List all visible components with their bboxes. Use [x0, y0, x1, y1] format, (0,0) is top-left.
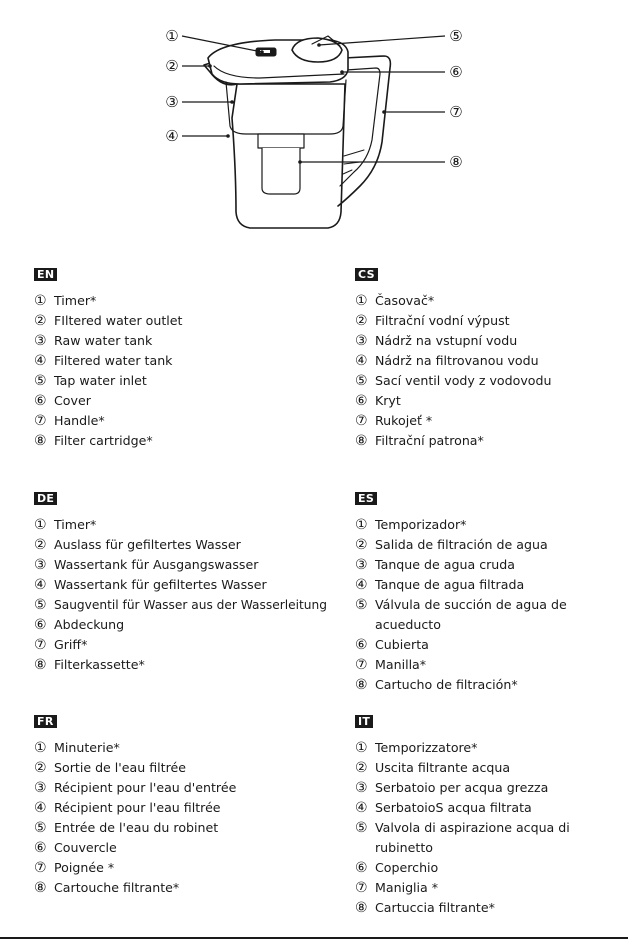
item-number: ① [355, 740, 368, 756]
item-number: ④ [34, 577, 47, 593]
item-label: Filtrační vodní výpust [375, 313, 510, 328]
item-label: Nádrž na filtrovanou vodu [375, 353, 539, 368]
item-number: ⑧ [355, 900, 368, 916]
item-label: Manilla* [375, 657, 427, 672]
item-label: Timer* [54, 293, 97, 308]
callout-5: ⑤ [449, 27, 463, 45]
parts-list-it [355, 738, 587, 918]
item-number: ④ [355, 577, 368, 593]
list-item [355, 738, 587, 758]
list-item [355, 675, 587, 695]
language-badge-en: EN [34, 268, 57, 281]
list-item [355, 635, 587, 655]
item-label: Serbatoio per acqua grezza [375, 780, 549, 795]
item-label: Tap water inlet [54, 373, 147, 388]
callout-1: ① [165, 27, 179, 45]
list-item [34, 635, 327, 655]
item-label: Válvula de succión de agua de acueducto [375, 597, 567, 632]
item-label: Wassertank für Ausgangswasser [54, 557, 259, 572]
language-badge-it: IT [355, 715, 373, 728]
item-number: ⑤ [355, 820, 368, 836]
section-en [34, 263, 182, 451]
item-label: Saugventil für Wasser aus der Wasserleitung [54, 598, 327, 612]
item-number: ⑧ [34, 880, 47, 896]
language-badge-es: ES [355, 492, 377, 505]
item-number: ③ [355, 557, 368, 573]
list-item [34, 351, 182, 371]
item-number: ⑥ [355, 860, 368, 876]
list-item [355, 331, 551, 351]
list-item [34, 371, 182, 391]
list-item [355, 798, 587, 818]
list-item [34, 391, 182, 411]
item-number: ③ [355, 333, 368, 349]
item-number: ⑦ [355, 657, 368, 673]
list-item [34, 798, 236, 818]
item-label: Entrée de l'eau du robinet [54, 820, 219, 835]
item-label: Temporizador* [375, 517, 467, 532]
list-item [355, 351, 551, 371]
item-number: ③ [34, 333, 47, 349]
item-label: Cubierta [375, 637, 429, 652]
item-label: Kryt [375, 393, 401, 408]
list-item [34, 291, 182, 311]
list-item [34, 431, 182, 451]
list-item [355, 655, 587, 675]
item-number: ⑤ [355, 597, 368, 613]
item-number: ⑧ [34, 657, 47, 673]
list-item [34, 858, 236, 878]
item-label: FIltered water outlet [54, 313, 183, 328]
list-item [355, 858, 587, 878]
item-label: Temporizzatore* [375, 740, 478, 755]
item-number: ④ [355, 800, 368, 816]
list-item [355, 311, 551, 331]
list-item [355, 535, 587, 555]
language-badge-cs: CS [355, 268, 378, 281]
item-label: Coperchio [375, 860, 439, 875]
item-label: Handle* [54, 413, 105, 428]
list-item [34, 878, 236, 898]
list-item [355, 898, 587, 918]
item-number: ⑦ [355, 413, 368, 429]
item-label: Filtered water tank [54, 353, 173, 368]
item-number: ② [34, 313, 47, 329]
item-label: Tanque de agua cruda [375, 557, 515, 572]
callout-2: ② [165, 57, 179, 75]
callout-6: ⑥ [449, 63, 463, 81]
list-item [355, 575, 587, 595]
list-item [34, 838, 236, 858]
list-item [34, 595, 327, 615]
parts-list-en [34, 291, 182, 451]
item-number: ⑤ [34, 820, 47, 836]
item-label: SerbatoioS acqua filtrata [375, 800, 532, 815]
item-label: Sací ventil vody z vodovodu [375, 373, 552, 388]
list-item [355, 878, 587, 898]
list-item [355, 595, 587, 635]
list-item [34, 555, 327, 575]
item-number: ② [355, 760, 368, 776]
item-label: Cartucho de filtración* [375, 677, 518, 692]
list-item [34, 738, 236, 758]
item-number: ③ [34, 557, 47, 573]
list-item [34, 515, 327, 535]
item-number: ⑦ [34, 413, 47, 429]
item-label: Wassertank für gefiltertes Wasser [54, 577, 267, 592]
item-label: Cartuccia filtrante* [375, 900, 495, 915]
item-number: ⑧ [355, 433, 368, 449]
callout-8: ⑧ [449, 153, 463, 171]
item-label: Couvercle [54, 840, 117, 855]
list-item [34, 411, 182, 431]
item-number: ⑤ [34, 373, 47, 389]
item-label: Abdeckung [54, 617, 125, 632]
item-label: Cartouche filtrante* [54, 880, 180, 895]
item-label: Sortie de l'eau filtrée [54, 760, 186, 775]
section-de [34, 487, 327, 675]
item-number: ② [34, 760, 47, 776]
language-badge-de: DE [34, 492, 57, 505]
list-item [355, 758, 587, 778]
item-number: ⑥ [34, 840, 47, 856]
item-label: Cover [54, 393, 91, 408]
item-number: ① [34, 517, 47, 533]
item-number: ③ [34, 780, 47, 796]
filter-cartridge [258, 134, 304, 148]
item-number: ④ [34, 353, 47, 369]
item-number: ⑦ [34, 637, 47, 653]
list-item [34, 818, 236, 838]
item-label: Filterkassette* [54, 657, 145, 672]
bottom-divider [0, 937, 628, 939]
list-item [355, 291, 551, 311]
item-number: ⑦ [34, 860, 47, 876]
item-label: Maniglia * [375, 880, 439, 895]
item-label: Minuterie* [54, 740, 120, 755]
callout-3: ③ [165, 93, 179, 111]
callout-4: ④ [165, 127, 179, 145]
item-number: ① [355, 517, 368, 533]
item-number: ⑥ [355, 393, 368, 409]
item-label: Filter cartridge* [54, 433, 153, 448]
item-number: ① [355, 293, 368, 309]
item-label: Récipient pour l'eau filtrée [54, 800, 221, 815]
item-number: ② [355, 313, 368, 329]
item-number: ② [34, 537, 47, 553]
item-label: Nádrž na vstupní vodu [375, 333, 518, 348]
item-label: Récipient pour l'eau d'entrée [54, 780, 237, 795]
list-item [34, 615, 327, 635]
list-item [34, 778, 236, 798]
list-item [34, 575, 327, 595]
item-number: ③ [355, 780, 368, 796]
item-label: Časovač* [375, 293, 435, 308]
parts-list-cs [355, 291, 551, 451]
item-number: ⑦ [355, 880, 368, 896]
item-label: Salida de filtración de agua [375, 537, 548, 552]
list-item [355, 515, 587, 535]
item-number: ⑤ [34, 597, 47, 613]
list-item [34, 655, 327, 675]
item-number: ⑥ [34, 393, 47, 409]
item-number: ① [34, 293, 47, 309]
section-it [355, 710, 587, 918]
list-item [355, 371, 551, 391]
parts-list-es [355, 515, 587, 695]
item-number: ⑥ [355, 637, 368, 653]
item-number: ② [355, 537, 368, 553]
item-label: Raw water tank [54, 333, 153, 348]
callout-7: ⑦ [449, 103, 463, 121]
list-item [34, 758, 236, 778]
parts-list-fr [34, 738, 236, 898]
item-number: ① [34, 740, 47, 756]
item-label: Timer* [54, 517, 97, 532]
item-label: Valvola di aspirazione acqua di rubinetto [375, 820, 570, 855]
water-pitcher-diagram [0, 0, 628, 250]
item-number: ⑧ [34, 433, 47, 449]
item-number: ④ [34, 800, 47, 816]
item-number: ⑤ [355, 373, 368, 389]
item-label: Rukojeť * [375, 413, 433, 428]
list-item [34, 311, 182, 331]
item-label: Tanque de agua filtrada [375, 577, 525, 592]
list-item [34, 535, 327, 555]
list-item [355, 555, 587, 575]
pitcher-handle [338, 56, 390, 206]
list-item [355, 778, 587, 798]
parts-list-de [34, 515, 327, 675]
list-item [355, 431, 551, 451]
item-number: ⑧ [355, 677, 368, 693]
item-label: Auslass für gefiltertes Wasser [54, 537, 241, 552]
language-badge-fr: FR [34, 715, 57, 728]
list-item [355, 411, 551, 431]
list-item [355, 391, 551, 411]
item-label: Griff* [54, 637, 88, 652]
item-label: Poignée * [54, 860, 115, 875]
section-fr [34, 710, 236, 898]
item-label: Uscita filtrante acqua [375, 760, 511, 775]
item-number: ⑥ [34, 617, 47, 633]
section-es [355, 487, 587, 695]
section-cs [355, 263, 551, 451]
list-item [355, 818, 587, 858]
item-number: ④ [355, 353, 368, 369]
item-label: Filtrační patrona* [375, 433, 484, 448]
list-item [34, 331, 182, 351]
